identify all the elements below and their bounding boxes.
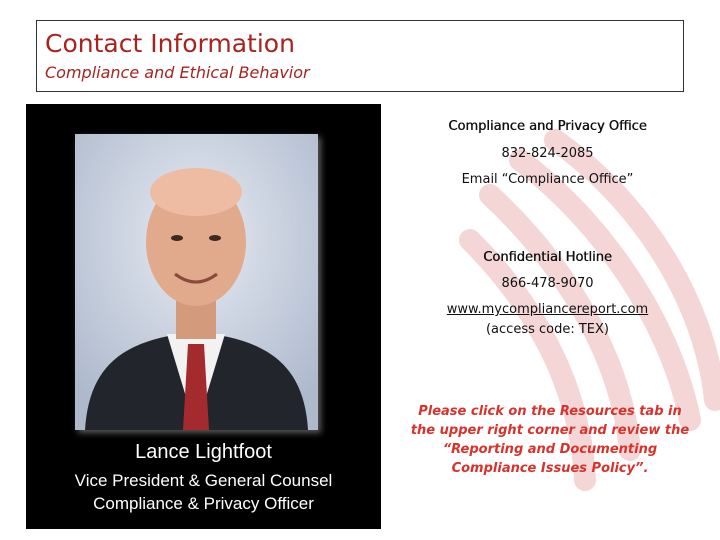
privacy-office-phone: 832-824-2085 <box>501 146 594 161</box>
hotline-phone: 866-478-9070 <box>501 276 594 291</box>
profile-photo <box>75 134 318 430</box>
privacy-office-heading: Compliance and Privacy Office <box>448 119 647 134</box>
hotline-heading: Confidential Hotline <box>483 250 612 265</box>
page-title: Contact Information <box>45 29 295 58</box>
resources-callout: Please click on the Resources tab in the upper right corner and review the “Reporting and Documenting Compliance Issues Policy”. <box>410 404 690 476</box>
person-title-line-1: Vice President & General Counsel <box>74 471 333 490</box>
hotline-access-code: (access code: TEX) <box>485 322 609 337</box>
page-subtitle: Compliance and Ethical Behavior <box>45 63 310 82</box>
hotline-url-link[interactable]: www.mycompliancereport.com <box>446 302 649 317</box>
header-box <box>36 20 684 92</box>
privacy-office-email: Email “Compliance Office” <box>461 172 634 187</box>
person-name: Lance Lightfoot <box>135 441 272 463</box>
person-title-line-2: Compliance & Privacy Officer <box>93 494 314 513</box>
profile-panel <box>26 104 381 529</box>
